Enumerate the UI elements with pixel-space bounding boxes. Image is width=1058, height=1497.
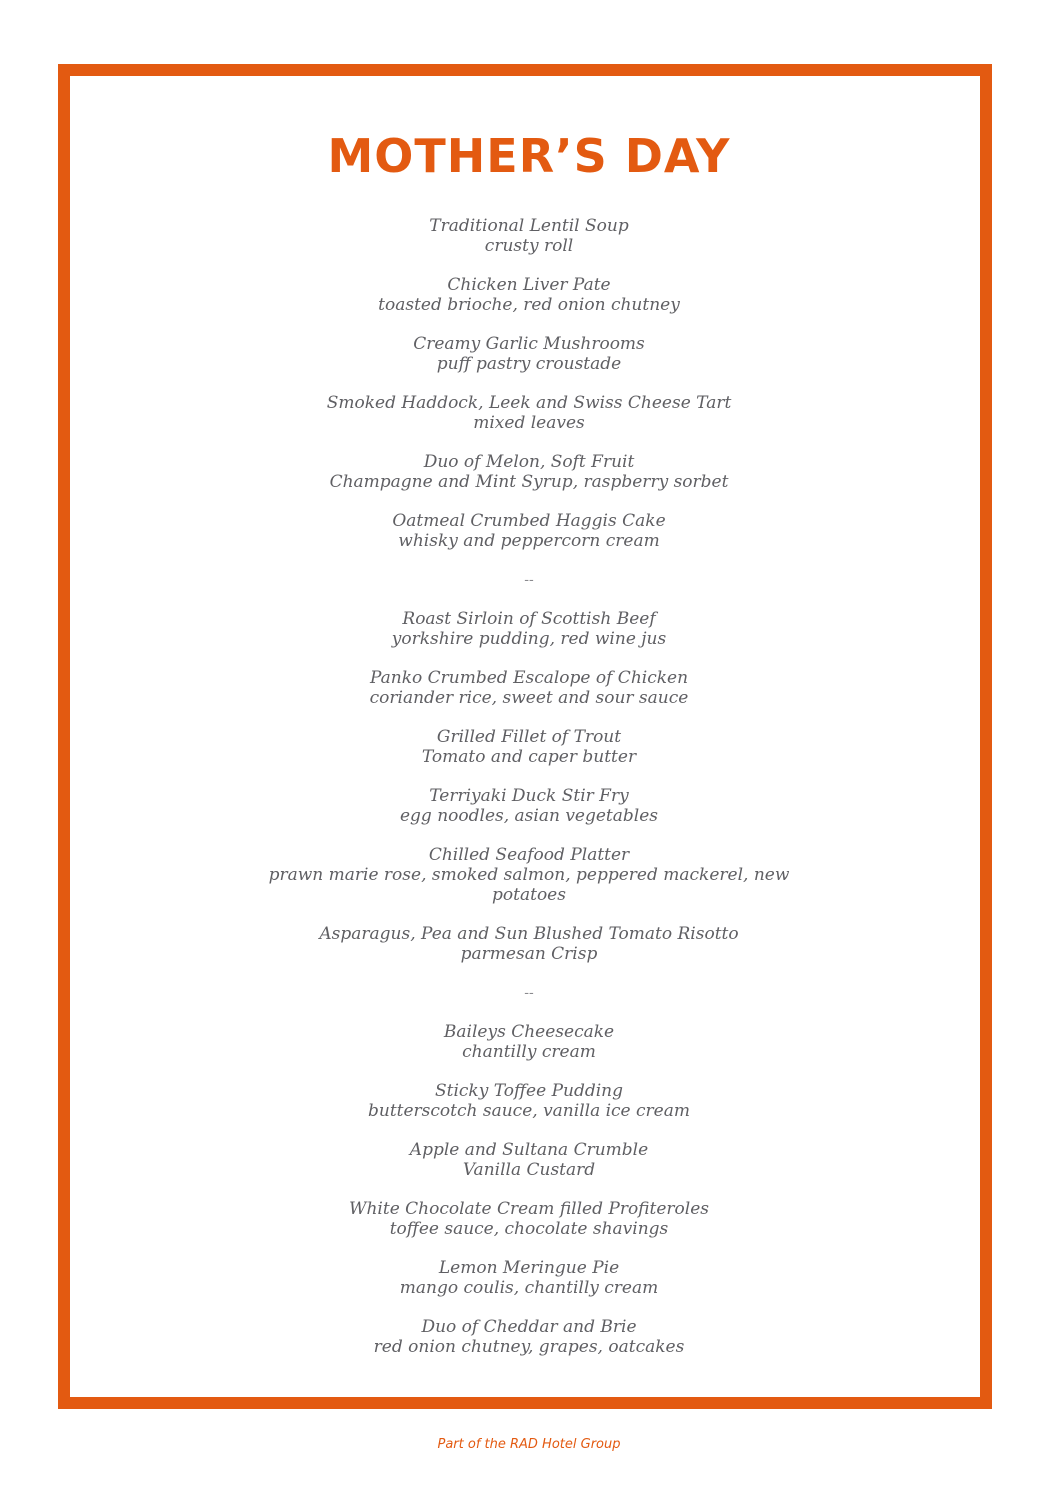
menu-item-desc: yorkshire pudding, red wine jus [391,629,667,649]
menu-item-name: Apple and Sultana Crumble [409,1140,649,1160]
menu-item-desc: butterscotch sauce, vanilla ice cream [368,1101,690,1121]
menu-item [249,609,809,649]
menu-item-desc: puff pastry croustade [436,354,622,374]
page-title: MOTHER’S DAY [327,129,731,183]
menu-item-name: Chilled Seafood Platter [428,845,630,865]
menu-item [249,511,809,551]
menu-item-desc: red onion chutney, grapes, oatcakes [373,1337,685,1357]
menu-item-name: Smoked Haddock, Leek and Swiss Cheese Tart [326,393,732,413]
menu-item [249,1199,809,1239]
menu-item [249,924,809,964]
menu-item-name: Chicken Liver Pate [447,275,611,295]
menu-list [0,216,1058,1376]
menu-item [249,1022,809,1062]
menu-item-desc: toasted brioche, red onion chutney [378,295,680,315]
menu-item-name: Roast Sirloin of Scottish Beef [402,609,656,629]
menu-item-name: Oatmeal Crumbed Haggis Cake [392,511,666,531]
menu-item-name: Terriyaki Duck Stir Fry [429,786,629,806]
menu-item [249,334,809,374]
menu-item-name: Grilled Fillet of Trout [436,727,622,747]
menu-item [249,845,809,905]
menu-item-name: Panko Crumbed Escalope of Chicken [369,668,689,688]
menu-item-desc: mango coulis, chantilly cream [399,1278,659,1298]
menu-item-desc: Tomato and caper butter [421,747,637,767]
course-separator: -- [524,572,534,588]
menu-item-name: Baileys Cheesecake [443,1022,615,1042]
menu-item-name: Duo of Cheddar and Brie [421,1317,637,1337]
menu-item-desc: crusty roll [484,236,574,256]
menu-item [249,1258,809,1298]
menu-item-desc: prawn marie rose, smoked salmon, peppered mackerel, new potatoes [268,865,790,905]
menu-item [249,393,809,433]
menu-item [249,727,809,767]
footer-text: Part of the RAD Hotel Group [437,1437,621,1452]
menu-item-name: Traditional Lentil Soup [429,216,629,236]
menu-item-name: White Chocolate Cream filled Profiteroles [349,1199,709,1219]
menu-item [249,786,809,826]
menu-item-desc: chantilly cream [462,1042,596,1062]
menu-item-desc: toffee sauce, chocolate shavings [389,1219,669,1239]
menu-item [249,668,809,708]
menu-item-name: Asparagus, Pea and Sun Blushed Tomato Risotto [319,924,739,944]
menu-item [249,1140,809,1180]
menu-item-name: Duo of Melon, Soft Fruit [423,452,635,472]
menu-item [249,216,809,256]
menu-item-name: Creamy Garlic Mushrooms [413,334,645,354]
menu-item [249,452,809,492]
menu-item-name: Lemon Meringue Pie [438,1258,620,1278]
menu-item-desc: whisky and peppercorn cream [398,531,660,551]
menu-item-desc: Vanilla Custard [462,1160,596,1180]
menu-item-desc: coriander rice, sweet and sour sauce [369,688,689,708]
menu-item-desc: Champagne and Mint Syrup, raspberry sorbet [329,472,729,492]
menu-item-desc: egg noodles, asian vegetables [399,806,659,826]
course-separator: -- [524,985,534,1001]
menu-item [249,275,809,315]
menu-item-desc: parmesan Crisp [460,944,598,964]
menu-item-desc: mixed leaves [473,413,585,433]
menu-item-name: Sticky Toffee Pudding [435,1081,623,1101]
menu-item [249,1317,809,1357]
menu-item [249,1081,809,1121]
